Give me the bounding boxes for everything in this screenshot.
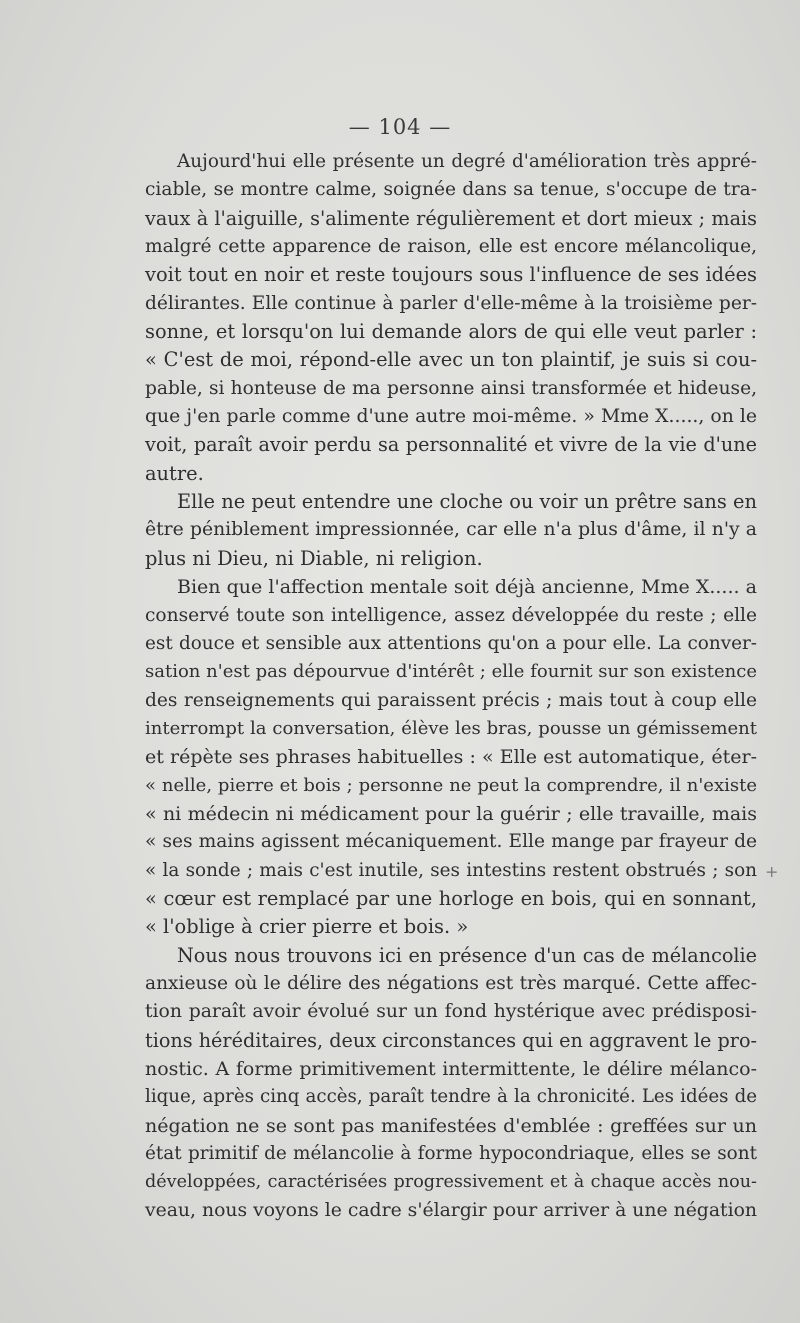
- text-line: vaux à l'aiguille, s'alimente régulièrement et dort mieux ; mais: [145, 206, 757, 230]
- text-line: tions héréditaires, deux circonstances qui en aggravent le pro-: [145, 1028, 757, 1052]
- text-line: des renseignements qui paraissent précis ; mais tout à coup elle: [145, 689, 757, 711]
- page-number: — 104 —: [348, 115, 452, 139]
- text-line: lique, après cinq accès, paraît tendre à la chronicité. Les idées de: [145, 1086, 757, 1108]
- text-line: Bien que l'affection mentale soit déjà ancienne, Mme X..... a: [177, 576, 757, 599]
- text-line: nostic. A forme primitivement intermittente, le délire mélanco-: [145, 1058, 757, 1080]
- text-line: veau, nous voyons le cadre s'élargir pour arriver à une négation: [145, 1199, 757, 1221]
- text-line: autre.: [145, 461, 204, 485]
- text-line: « nelle, pierre et bois ; personne ne peut la comprendre, il n'existe: [145, 774, 757, 796]
- text-line: malgré cette apparence de raison, elle est encore mélancolique,: [145, 236, 757, 258]
- text-line: délirantes. Elle continue à parler d'elle-même à la troisième per-: [145, 292, 757, 314]
- text-line: « C'est de moi, répond-elle avec un ton plaintif, je suis si cou-: [145, 348, 757, 372]
- text-line: tion paraît avoir évolué sur un fond hystérique avec prédisposi-: [145, 1001, 757, 1023]
- text-line: ciable, se montre calme, soignée dans sa tenue, s'occupe de tra-: [145, 179, 757, 201]
- text-line: être péniblement impressionnée, car elle n'a plus d'âme, il n'y a: [145, 519, 757, 541]
- margin-mark: +: [765, 862, 779, 881]
- text-line: développées, caractérisées progressivement et à chaque accès nou-: [145, 1172, 757, 1193]
- text-line: et répète ses phrases habituelles : « Elle est automatique, éter-: [145, 746, 757, 769]
- text-line: sonne, et lorsqu'on lui demande alors de qui elle veut parler :: [145, 320, 757, 344]
- text-line: voit, paraît avoir perdu sa personnalité et vivre de la vie d'une: [145, 433, 757, 457]
- text-line: Nous nous trouvons ici en présence d'un cas de mélancolie: [177, 943, 757, 967]
- text-line: interrompt la conversation, élève les bras, pousse un gémissement: [145, 717, 757, 739]
- text-line: « ni médecin ni médicament pour la guérir ; elle travaille, mais: [145, 802, 757, 825]
- text-line: pable, si honteuse de ma personne ainsi transformée et hideuse,: [145, 377, 757, 399]
- text-line: plus ni Dieu, ni Diable, ni religion.: [145, 546, 483, 570]
- text-line: anxieuse où le délire des négations est très marqué. Cette affec-: [145, 972, 757, 994]
- text-line: état primitif de mélancolie à forme hypocondriaque, elles se sont: [145, 1143, 757, 1165]
- text-line: sation n'est pas dépourvue d'intérêt ; elle fournit sur son existence: [145, 661, 757, 683]
- body-text: [145, 148, 757, 1225]
- text-line: voit tout en noir et reste toujours sous l'influence de ses idées: [145, 263, 757, 287]
- text-line: « ses mains agissent mécaniquement. Elle mange par frayeur de: [145, 831, 757, 853]
- text-line: que j'en parle comme d'une autre moi-même. » Mme X....., on le: [145, 406, 757, 428]
- text-line: conservé toute son intelligence, assez développée du reste ; elle: [145, 604, 757, 626]
- text-line: Elle ne peut entendre une cloche ou voir un prêtre sans en: [177, 490, 757, 514]
- text-line: Aujourd'hui elle présente un degré d'amélioration très appré-: [177, 151, 757, 172]
- text-line: « cœur est remplacé par une horloge en bois, qui en sonnant,: [145, 886, 757, 910]
- text-line: « l'oblige à crier pierre et bois. »: [145, 915, 469, 939]
- text-line: « la sonde ; mais c'est inutile, ses intestins restent obstrués ; son: [145, 859, 757, 881]
- text-line: est douce et sensible aux attentions qu'on a pour elle. La conver-: [145, 632, 757, 654]
- text-line: négation ne se sont pas manifestées d'emblée : greffées sur un: [145, 1114, 757, 1137]
